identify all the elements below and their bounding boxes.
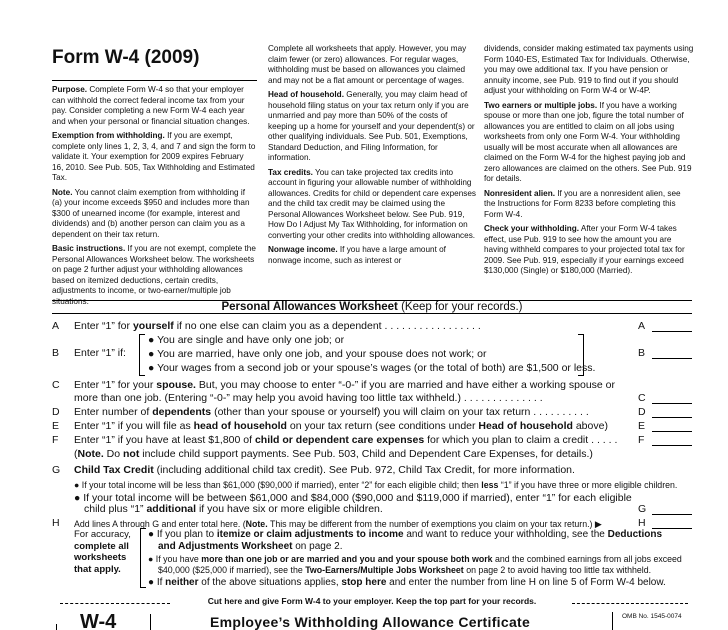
line-text-2: more than one job. (Entering “-0-” may help you avoid having too little tax withheld.) . . . . . . . . . . . . . . [74, 392, 543, 404]
line-text: Enter “1” if: [74, 347, 126, 359]
line-text: Add lines A through G and enter total here. (Note. This may be different from the number of exemptions you claim on your tax return.) ▶ [74, 519, 602, 529]
line-b-bullet-3: ● Your wages from a second job or your spouse’s wages (or the total of both) are $1,500 or less. [148, 362, 596, 374]
line-d-entry[interactable] [652, 417, 692, 418]
line-b-bullet-1: ● You are single and have only one job; or [148, 334, 345, 346]
line-a-entry[interactable] [652, 331, 692, 332]
answer-label: C [638, 392, 646, 404]
line-letter: C [52, 379, 60, 391]
line-letter: A [52, 320, 60, 332]
answer-label: G [638, 503, 647, 515]
line-h-bullet-3: ● If neither of the above situations applies, stop here and enter the number from line H on line 5 of Form W-4 below. [148, 577, 666, 588]
brace-left [139, 334, 145, 376]
purpose-text: Complete Form W-4 so that your employer can withhold the correct federal income tax from your pay. Consider completing a new Form W-4 each year and when your personal or financial situation changes. [52, 85, 250, 126]
line-letter: D [52, 406, 60, 418]
cut-line-right [572, 603, 688, 604]
line-text: Enter “1” for yourself if no one else can claim you as a dependent . . . . . . . . . . . . . . . . . [74, 320, 481, 332]
line-g [52, 464, 692, 478]
line-letter: F [52, 434, 59, 446]
nonwage-paragraph [268, 245, 476, 266]
line-g-bullet-2-cont: child plus “1” additional if you have six or more eligible children. [84, 503, 383, 515]
instructions-section [52, 44, 694, 306]
exempt-heading: Exemption from withholding. [52, 131, 165, 140]
line-h-bullet-2-cont: $40,000 ($25,000 if married), see the Two-Earners/Multiple Jobs Worksheet on page 2 to avoid having too little tax withheld. [158, 565, 652, 575]
exempt-paragraph [52, 131, 257, 184]
line-g-bullet-2: ● If your total income will be between $61,000 and $84,000 ($90,000 and $119,000 if married), enter “1” for each eligible [74, 492, 632, 504]
omb-number: OMB No. 1545-0074 [622, 613, 682, 620]
worksheet-title-bold: Personal Allowances Worksheet [221, 301, 398, 313]
form-title: Form W-4 (2009) [52, 47, 200, 68]
worksheet-title [52, 300, 692, 314]
line-text: Child Tax Credit (including additional child tax credit). See Pub. 972, Child Tax Credit, for more information. [74, 464, 575, 476]
note-text: You cannot claim exemption from withholding if (a) your income exceeds $950 and includes more than $300 of unearned income (for example, interest and dividends) and (b) another person can claim you as a dependent on their tax return. [52, 187, 250, 239]
nonwage-heading: Nonwage income. [268, 245, 338, 254]
worksheet-title-note: (Keep for your records.) [401, 301, 523, 313]
instructions-column-2 [268, 44, 476, 270]
check-heading: Check your withholding. [484, 224, 580, 233]
purpose-paragraph [52, 85, 257, 127]
line-g-entry[interactable] [652, 514, 692, 515]
alien-text: If you are a nonresident alien, see the Instructions for Form 8233 before completing this Form W-4. [484, 188, 681, 219]
line-f-entry[interactable] [652, 445, 692, 446]
line-letter: G [52, 464, 61, 476]
answer-label: H [638, 517, 646, 529]
alien-paragraph [484, 189, 694, 221]
line-d [52, 406, 692, 420]
credits-heading: Tax credits. [268, 167, 313, 177]
note-paragraph [52, 188, 257, 241]
basic-paragraph [52, 244, 257, 307]
line-a [52, 320, 692, 334]
exempt-text: If you are exempt, complete only lines 1, 2, 3, 4, and 7 and sign the form to validate it. Your exemption for 2009 expires February 16, 2010. See Pub. 505, Tax Withholding and Estimated Tax. [52, 131, 256, 182]
credits-paragraph [268, 168, 476, 242]
line-b-bullet-2: ● You are married, have only one job, and your spouse does not work; or [148, 348, 487, 360]
answer-label: F [638, 434, 645, 446]
line-c [52, 379, 692, 407]
intro-paragraph: Complete all worksheets that apply. However, you may claim fewer (or zero) allowances. For regular wages, withholding must be based on allowances you claimed and may not be a flat amount or percentage of wages. [268, 44, 467, 85]
footer-form-title: Employee’s Withholding Allowance Certificate [210, 614, 531, 630]
line-letter: E [52, 420, 60, 432]
line-letter: B [52, 347, 60, 359]
twoearn-text: If you have a working spouse or more than one job, figure the total number of allowances you are entitled to claim on all jobs using worksheets from only one Form W-4. Your withholding usually will be most accurate when all allowances are claimed on the Form W-4 for the highest paying job and zero allowances are claimed on the others. See Pub. 919 for details. [484, 100, 692, 183]
line-text: Enter “1” for your spouse. But, you may choose to enter “-0-” if you are married and have either a working spouse or [74, 379, 616, 391]
line-g-bullet-1: ● If your total income will be less than $61,000 ($90,000 if married), enter “2” for each eligible child; then less “1” if you have three or more eligible children. [74, 480, 678, 490]
footer-divider [612, 612, 613, 630]
twoearn-heading: Two earners or multiple jobs. [484, 100, 598, 110]
footer-divider [150, 614, 151, 630]
brace-left [140, 528, 146, 588]
line-g-answer [52, 503, 692, 517]
hoh-text: Generally, you may claim head of household filing status on your tax return only if you are unmarried and pay more than 50% of the costs of keeping up a home for yourself and your dependent(s) or other qualifying individuals. See Pub. 501, Exemptions, Standard Deduction, and Filing Information, for information. [268, 90, 475, 162]
answer-label: A [638, 320, 646, 332]
footer-tick [56, 624, 57, 630]
hoh-paragraph [268, 90, 476, 164]
instructions-column-3 [484, 44, 694, 281]
purpose-heading: Purpose. [52, 85, 88, 94]
divider [52, 80, 257, 81]
line-f [52, 434, 692, 448]
line-h-bullet-2: ● If you have more than one job or are married and you and your spouse both work and the combined earnings from all jobs exceed [148, 554, 682, 564]
line-h-bullet-1-cont: and Adjustments Worksheet on page 2. [158, 541, 343, 552]
line-text: Enter “1” if you have at least $1,800 of child or dependent care expenses for which you plan to claim a credit . . . . . [74, 434, 618, 446]
instructions-column-1 [52, 44, 257, 311]
line-c-entry[interactable] [652, 403, 692, 404]
footer-form-number: W-4 [80, 611, 117, 630]
twoearn-paragraph [484, 101, 694, 185]
line-h-bullet-1: ● If you plan to itemize or claim adjustments to income and want to reduce your withholding, see the Deductions [148, 529, 663, 540]
line-h-side-label: For accuracy, complete all worksheets that apply. [74, 529, 131, 575]
line-text: Enter number of dependents (other than your spouse or yourself) you will claim on your tax return . . . . . . . . . . [74, 406, 589, 418]
answer-label: D [638, 406, 646, 418]
cut-instruction: Cut here and give Form W-4 to your employer. Keep the top part for your records. [207, 596, 537, 606]
line-e-entry[interactable] [652, 431, 692, 432]
credits-text: You can take projected tax credits into account in figuring your allowable number of withholding allowances. Credits for child or dependent care expenses and the child tax credit may be claimed using the Personal Allowances Worksheet below. See Pub. 919, How Do I Adjust My Tax Withholding, for information on converting your other credits into withholding allowances. [268, 167, 476, 240]
basic-text: If you are not exempt, complete the Personal Allowances Worksheet below. The worksheets on page 2 further adjust your withholding allowances based on itemized deductions, certain credits, adjustments to income, or two-earner/multiple job situations. [52, 244, 256, 306]
basic-heading: Basic instructions. [52, 244, 126, 253]
line-text: Enter “1” if you will file as head of household on your tax return (see conditions under Head of household above) [74, 420, 608, 432]
line-f-note: (Note. Do not include child support payments. See Pub. 503, Child and Dependent Care Expenses, for details.) [74, 448, 593, 460]
note-heading: Note. [52, 187, 73, 197]
nonwage-text: If you have a large amount of nonwage income, such as interest or [268, 245, 446, 265]
alien-heading: Nonresident alien. [484, 188, 555, 198]
check-paragraph [484, 224, 694, 277]
check-text: After your Form W-4 takes effect, use Pub. 919 to see how the amount you are having withheld compares to your projected total tax for 2009. See Pub. 919, especially if your earnings exceed $130,000 (Single) or $180,000 (Married). [484, 224, 685, 275]
dividends-paragraph: dividends, consider making estimated tax payments using Form 1040-ES, Estimated Tax for Individuals. Otherwise, you may owe additional tax. If you have pension or annuity income, see Pub. 919 to find out if you should adjust your withholding on Form W-4 or W-4P. [484, 44, 694, 95]
answer-label: E [638, 420, 646, 432]
line-letter: H [52, 517, 60, 529]
line-b-entry[interactable] [652, 358, 692, 359]
hoh-heading: Head of household. [268, 90, 344, 99]
line-e [52, 420, 692, 434]
answer-label: B [638, 347, 646, 359]
